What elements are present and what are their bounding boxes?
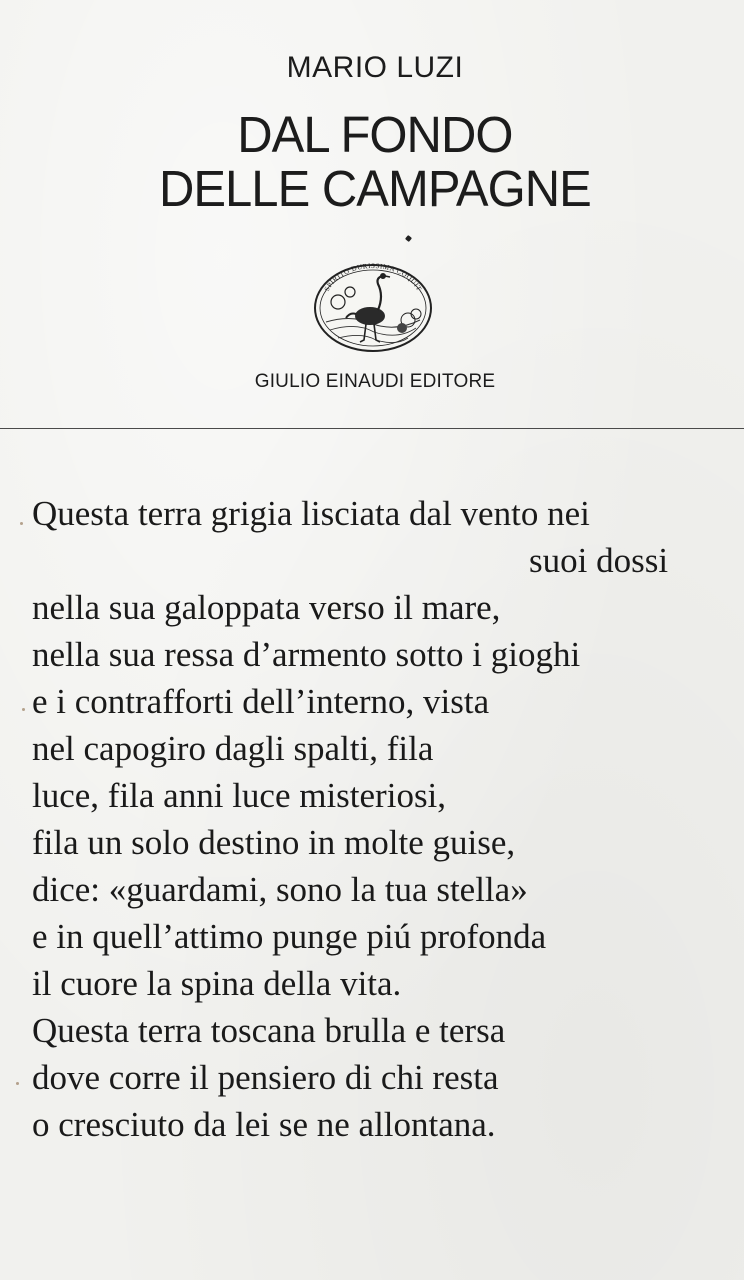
poem-line: o cresciuto da lei se ne allontana.	[32, 1105, 496, 1144]
poem-line: fila un solo destino in molte guise,	[32, 823, 516, 862]
ostrich-emblem-icon	[312, 262, 434, 354]
title-line-1: DAL FONDO	[237, 106, 513, 163]
paper-speck	[22, 708, 25, 711]
poem-line: nella sua galoppata verso il mare,	[32, 588, 501, 627]
poem-line: dice: «guardami, sono la tua stella»	[32, 870, 528, 909]
poem-line: e in quell’attimo punge piú profonda	[32, 917, 547, 956]
poem-line: dove corre il pensiero di chi resta	[32, 1058, 499, 1097]
poem-line: luce, fila anni luce misteriosi,	[32, 776, 447, 815]
book-title	[15, 108, 729, 216]
publisher-name: GIULIO EINAUDI EDITORE	[254, 371, 496, 392]
emblem-motto: SPIRITO DURISSIMA COQUIT	[322, 262, 424, 293]
poem-line: nel capogiro dagli spalti, fila	[32, 729, 434, 768]
title-line-2: DELLE CAMPAGNE	[158, 160, 591, 217]
divider-line	[0, 428, 744, 429]
poem-line: Questa terra toscana brulla e tersa	[32, 1011, 506, 1050]
poem-line: suoi dossi	[529, 541, 669, 580]
paper-speck	[16, 1082, 19, 1085]
poem-line: Questa terra grigia lisciata dal vento nei	[32, 494, 590, 533]
poem-line: nella sua ressa d’armento sotto i gioghi	[32, 635, 581, 674]
poem-line: e i contrafforti dell’interno, vista	[32, 682, 490, 721]
author-name: MARIO LUZI	[286, 51, 464, 84]
decorative-mark	[405, 235, 412, 242]
poem-line: il cuore la spina della vita.	[32, 964, 402, 1003]
paper-speck	[20, 522, 23, 525]
poem-text	[32, 490, 722, 1148]
